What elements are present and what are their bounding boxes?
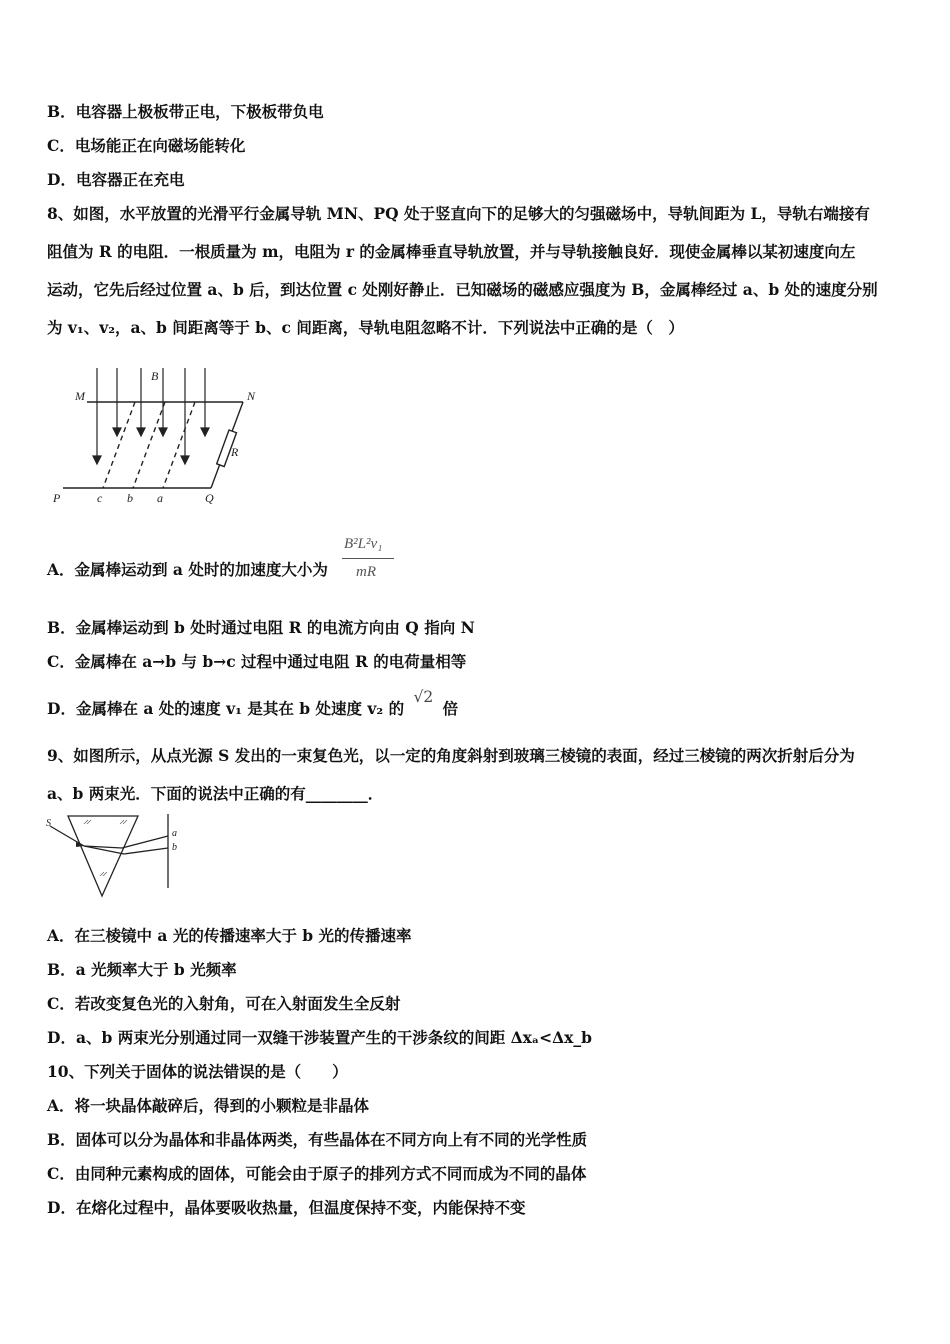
q7-option-b: B．电容器上极板带正电，下极板带负电 [47,102,324,121]
sqrt-two: √2 [413,688,434,706]
q10-option-b: B．固体可以分为晶体和非晶体两类，有些晶体在不同方向上有不同的光学性质 [47,1130,588,1149]
q8-option-c: C．金属棒在 a→b 与 b→c 过程中通过电阻 R 的电荷量相等 [47,652,467,671]
label-b: b [127,491,133,505]
q8-fraction-numerator: B²L²v₁ [344,536,383,552]
q9-prism-figure [40,812,190,902]
fraction-bar [342,558,394,559]
q8-stem-line-2: 阻值为 R 的电阻．一根质量为 m，电阻为 r 的金属棒垂直导轨放置，并与导轨接触良好．现使金属棒以某初速度向左 [47,242,856,261]
label-m: M [75,389,85,403]
q9-stem-line-1: 9、如图所示，从点光源 S 发出的一束复色光，以一定的角度斜射到玻璃三棱镜的表面，经过三棱镜的两次折射后分为 [47,746,855,765]
prism [68,816,138,896]
position-a-bar [163,402,195,488]
q9-stem-line-2: a、b 两束光．下面的说法中正确的有________． [47,784,384,803]
q8-rail-figure [45,360,275,510]
label-n: N [247,389,256,403]
position-c-bar [103,402,135,488]
label-r: R [231,445,239,459]
label-q: Q [205,491,214,505]
q8-stem-line-4: 为 v₁、v₂，a、b 间距离等于 b、c 间距离，导轨电阻忽略不计．下列说法中正确的是（ ） [47,318,684,337]
q8-fraction-denominator: mR [356,564,376,580]
label-a: a [157,491,163,505]
label-c: c [97,491,103,505]
position-b-bar [133,402,165,488]
label-p: P [53,491,61,505]
q8-option-d-suffix: 倍 [442,699,459,718]
q9-option-c: C．若改变复色光的入射角，可在入射面发生全反射 [47,994,401,1013]
q10-stem: 10、下列关于固体的说法错误的是（ ） [47,1062,348,1081]
label-a: a [172,828,177,839]
q8-option-a: A．金属棒运动到 a 处时的加速度大小为 [47,560,328,579]
q9-option-d: D．a、b 两束光分别通过同一双缝干涉装置产生的干涉条纹的间距 Δxₐ<Δx_b [47,1028,592,1047]
q8-stem-line-3: 运动，它先后经过位置 a、b 后，到达位置 c 处刚好静止．已知磁场的磁感应强度为 B，金属棒经过 a、b 处的速度分别 [47,280,878,299]
q8-option-d-text: D．金属棒在 a 处的速度 v₁ 是其在 b 处速度 v₂ 的 [47,699,405,718]
label-s: S [46,818,51,829]
q7-option-d: D．电容器正在充电 [47,170,185,189]
incident-ray [50,826,84,846]
q8-stem-line-1: 8、如图，水平放置的光滑平行金属导轨 MN、PQ 处于竖直向下的足够大的匀强磁场中，导轨间距为 L，导轨右端接有 [47,204,870,223]
q8-option-b: B．金属棒运动到 b 处时通过电阻 R 的电流方向由 Q 指向 N [47,618,475,637]
q9-option-b: B．a 光频率大于 b 光频率 [47,960,237,979]
q7-option-c: C．电场能正在向磁场能转化 [47,136,246,155]
q10-option-c: C．由同种元素构成的固体，可能会由于原子的排列方式不同而成为不同的晶体 [47,1164,587,1183]
label-b: b [172,842,177,853]
q10-option-d: D．在熔化过程中，晶体要吸收热量，但温度保持不变，内能保持不变 [47,1198,526,1217]
label-b-field: B [151,369,159,383]
q10-option-a: A．将一块晶体敲碎后，得到的小颗粒是非晶体 [47,1096,370,1115]
q9-option-a: A．在三棱镜中 a 光的传播速率大于 b 光的传播速率 [47,926,412,945]
q8-option-d [47,688,459,719]
